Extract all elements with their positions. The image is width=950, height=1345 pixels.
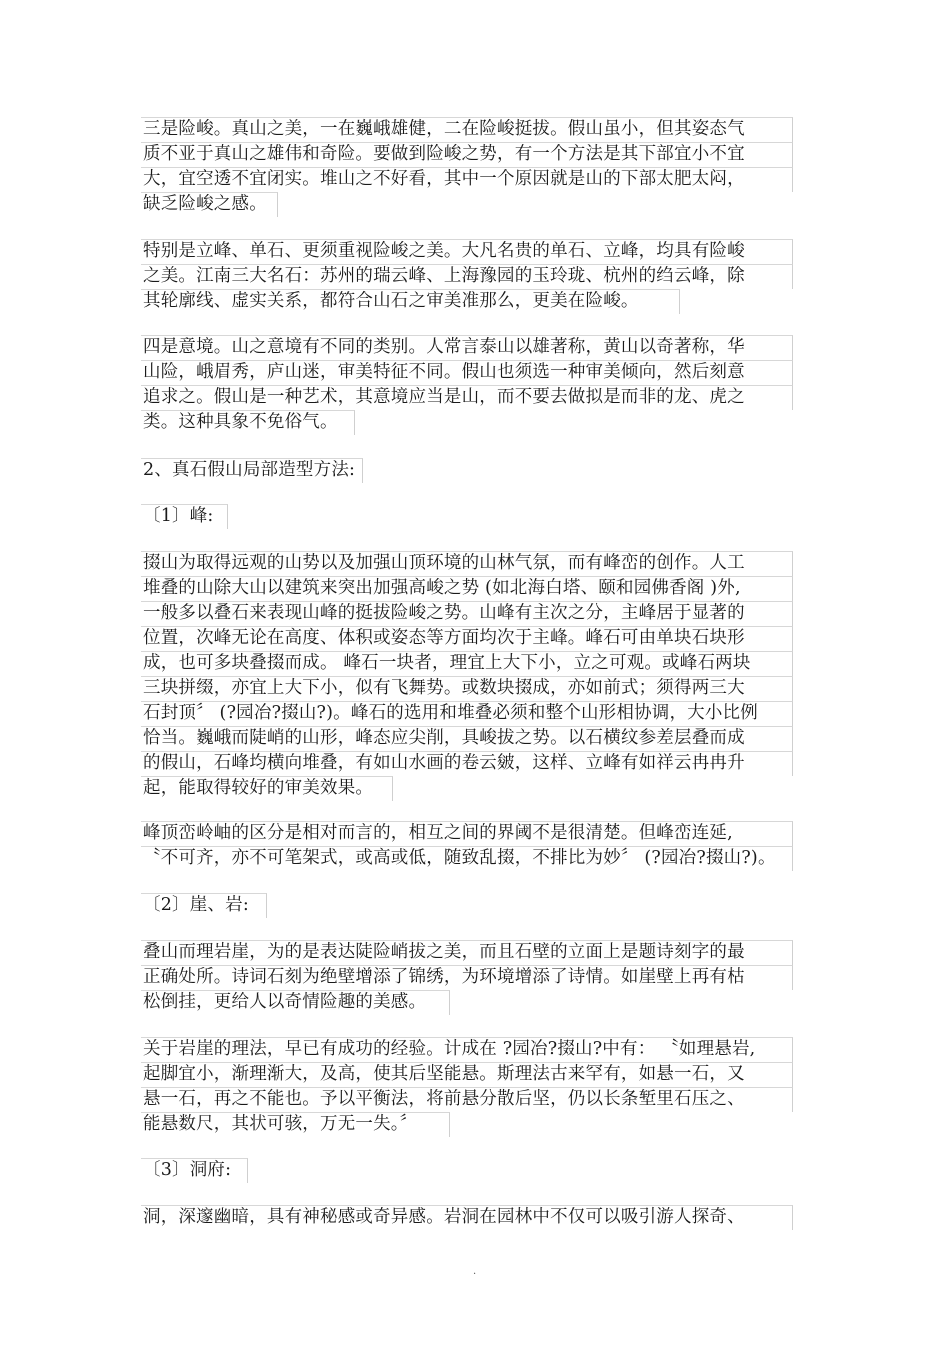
text-line: 关于岩崖的理法，早已有成功的经验。计成在 ?园冶?掇山?中有： 〝如理悬岩, — [143, 1037, 793, 1062]
paragraph-cave — [143, 1205, 793, 1230]
text-line: 一般多以叠石来表现山峰的挺拔险峻之势。山峰有主次之分，主峰居于显著的 — [143, 601, 793, 626]
text-line: 位置，次峰无论在高度、体积或姿态等方面均次于主峰。峰石可由单块石块形 — [143, 626, 793, 651]
text-line: 成，也可多块叠掇而成。 峰石一块者，理宜上大下小，立之可观。或峰石两块 — [143, 651, 793, 676]
text-line: 四是意境。山之意境有不同的类别。人常言泰山以雄著称，黄山以奇著称，华 — [143, 335, 793, 360]
text-line: 洞，深邃幽暗，具有神秘感或奇异感。岩洞在园林中不仅可以吸引游人探奇、 — [143, 1205, 793, 1230]
text-line: 缺乏险峻之感。 — [143, 192, 278, 217]
text-line: 叠山而理岩崖，为的是表达陡险峭拔之美，而且石壁的立面上是题诗刻字的最 — [143, 940, 793, 965]
text-line: 大，宜空透不宜闭实。堆山之不好看，其中一个原因就是山的下部太肥太闷， — [143, 167, 793, 192]
text-line: 山险，峨眉秀，庐山迷，审美特征不同。假山也须选一种审美倾向，然后刻意 — [143, 360, 793, 385]
text-line: 质不亚于真山之雄伟和奇险。要做到险峻之势，有一个方法是其下部宜小不宜 — [143, 142, 793, 167]
subheading-cliff-rock — [143, 893, 267, 918]
text-line: 石封顶〞 (?园冶?掇山?)。峰石的选用和堆叠必须和整个山形相协调，大小比例 — [143, 701, 793, 726]
heading-text: 〔1〕峰: — [143, 504, 228, 529]
paragraph-artistic-conception — [143, 335, 793, 435]
paragraph-cliff-method — [143, 1037, 793, 1137]
text-line: 峰顶峦岭岫的区分是相对而言的，相互之间的界阈不是很清楚。但峰峦连延, — [143, 821, 793, 846]
paragraph-peak-creation — [143, 551, 793, 801]
text-line: 类。这种具象不免俗气。 — [143, 410, 355, 435]
subheading-cave — [143, 1158, 248, 1183]
text-line: 之美。江南三大名石：苏州的瑞云峰、上海豫园的玉玲珑、杭州的绉云峰，除 — [143, 264, 793, 289]
text-line: 悬一石，再之不能也。予以平衡法，将前悬分散后坚，仍以长条堑里石压之、 — [143, 1087, 793, 1112]
text-line: 三块拼缀，亦宜上大下小，似有飞舞势。或数块掇成，亦如前式；须得两三大 — [143, 676, 793, 701]
text-line: 〝不可齐，亦不可笔架式，或高或低，随致乱掇，不排比为妙〞 (?园冶?掇山?)。 — [143, 846, 793, 871]
text-line: 堆叠的山除大山以建筑来突出加强高峻之势 (如北海白塔、颐和园佛香阁 )外, — [143, 576, 793, 601]
paragraph-standing-peaks — [143, 239, 793, 314]
text-line: 松倒挂，更给人以奇情险趣的美感。 — [143, 990, 450, 1015]
text-line: 正确处所。诗词石刻为绝壁增添了锦绣，为环境增添了诗情。如崖壁上再有枯 — [143, 965, 793, 990]
text-line: 的假山，石峰均横向堆叠，有如山水画的卷云皴，这样、立峰有如祥云冉冉升 — [143, 751, 793, 776]
text-line: 追求之。假山是一种艺术，其意境应当是山，而不要去做拟是而非的龙、虎之 — [143, 385, 793, 410]
text-line: 起，能取得较好的审美效果。 — [143, 776, 393, 801]
text-line: 掇山为取得远观的山势以及加强山顶环境的山林气氛，而有峰峦的创作。人工 — [143, 551, 793, 576]
text-line: 特别是立峰、单石、更须重视险峻之美。大凡名贵的单石、立峰，均具有险峻 — [143, 239, 793, 264]
paragraph-cliff-beauty — [143, 940, 793, 1015]
subheading-peak — [143, 504, 228, 529]
paragraph-peak-ridge — [143, 821, 793, 871]
heading-text: 2、真石假山局部造型方法: — [143, 458, 363, 483]
paragraph-steepness — [143, 117, 793, 217]
page-footer-mark: . — [473, 1266, 477, 1277]
text-line: 起脚宜小，渐理渐大，及高，使其后坚能悬。斯理法古来罕有，如悬一石，又 — [143, 1062, 793, 1087]
text-line: 恰当。巍峨而陡峭的山形，峰态应尖削，具峻拔之势。以石横纹参差层叠而成 — [143, 726, 793, 751]
heading-text: 〔3〕洞府: — [143, 1158, 248, 1183]
text-line: 其轮廓线、虚实关系，都符合山石之审美准那么，更美在险峻。 — [143, 289, 680, 314]
heading-text: 〔2〕崖、岩: — [143, 893, 267, 918]
text-line: 能悬数尺，其状可骇，万无一失。〞 — [143, 1112, 450, 1137]
text-line: 三是险峻。真山之美，一在巍峨雄健，二在险峻挺拔。假山虽小，但其姿态气 — [143, 117, 793, 142]
section-heading-local-modeling — [143, 458, 363, 483]
